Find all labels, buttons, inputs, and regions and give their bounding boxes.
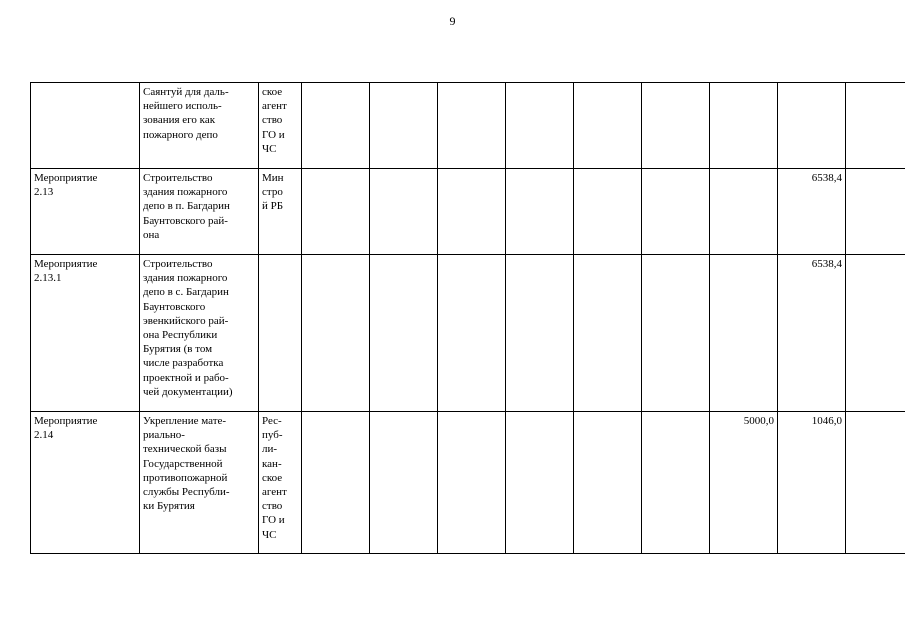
table-row: [31, 255, 905, 412]
executor-cell-line: ство: [262, 500, 283, 513]
value-cell: [710, 83, 778, 169]
executor-cell-line: ЧС: [262, 142, 277, 155]
page-number: 9: [449, 14, 456, 28]
measure-name-cell-line: технической базы: [143, 443, 227, 456]
value-cell: 6538,4: [778, 255, 846, 412]
measure-name-cell-line: здания пожарного: [143, 186, 228, 199]
measure-name-cell-line: противопожарной: [143, 471, 228, 484]
executor-cell-line: Мин: [262, 172, 284, 184]
value-cell: [438, 412, 506, 554]
measure-name-cell: [140, 83, 259, 169]
measure-name-cell: [140, 169, 259, 255]
measure-id-cell: [31, 255, 140, 412]
value-cell: [302, 412, 370, 554]
value-cell: 5000,0: [710, 412, 778, 554]
measure-name-cell-line: Строительство: [143, 258, 213, 270]
measure-name-cell-line: ки Бурятия: [143, 500, 195, 513]
value-cell: [642, 412, 710, 554]
value-cell: [370, 255, 438, 412]
value-cell: [846, 412, 905, 554]
executor-cell-line: ство: [262, 114, 283, 127]
value-cell: [302, 255, 370, 412]
measure-name-cell-line: риально-: [143, 429, 185, 442]
executor-cell-line: агент: [262, 100, 287, 113]
value-cell: [846, 169, 905, 255]
measure-name-cell-line: депо в п. Багдарин: [143, 200, 230, 213]
value-cell: 6538,4: [778, 169, 846, 255]
executor-cell-line: пуб-: [262, 429, 283, 442]
measure-name-cell: [140, 255, 259, 412]
value-cell: [574, 83, 642, 169]
measures-table: [30, 82, 905, 554]
executor-cell: [259, 169, 302, 255]
value-cell: [574, 412, 642, 554]
value-cell: [574, 255, 642, 412]
measure-id-cell-line: Мероприятие: [34, 172, 98, 184]
measure-id-cell: [31, 83, 140, 169]
executor-cell: [259, 83, 302, 169]
value-cell: [710, 169, 778, 255]
measure-name-cell-line: депо в с. Багдарин: [143, 286, 229, 299]
measure-name-cell-line: проектной и рабо-: [143, 371, 229, 384]
value-cell: [710, 255, 778, 412]
measure-id-cell: [31, 169, 140, 255]
executor-cell-line: ГО и: [262, 514, 285, 527]
measure-name-cell-line: эвенкийского рай-: [143, 314, 229, 327]
executor-cell-line: кан-: [262, 457, 282, 470]
executor-cell: [259, 255, 302, 412]
measure-name-cell-line: она: [143, 228, 160, 241]
value-cell: [506, 412, 574, 554]
executor-cell: [259, 412, 302, 554]
measure-name-cell-line: службы Республи-: [143, 486, 230, 499]
measure-id-cell-line: Мероприятие: [34, 258, 98, 270]
executor-cell-line: ское: [262, 471, 283, 484]
measure-id-cell: [31, 412, 140, 554]
value-cell: [642, 83, 710, 169]
measure-name-cell-line: зования его как: [143, 114, 216, 127]
table-row: [31, 412, 905, 554]
executor-cell-line: й РБ: [262, 200, 284, 213]
measure-name-cell-line: числе разработка: [143, 357, 224, 370]
measure-id-cell-line: Мероприятие: [34, 415, 98, 427]
measure-name-cell-line: Бурятия (в том: [143, 343, 213, 356]
value-cell: 1046,0: [778, 412, 846, 554]
measure-name-cell-line: нейшего исполь-: [143, 100, 222, 113]
value-cell: [438, 255, 506, 412]
value-cell: [846, 83, 905, 169]
measure-name-cell-line: Государственной: [143, 457, 223, 470]
value-cell: [506, 169, 574, 255]
value-cell: [438, 169, 506, 255]
table-row: [31, 169, 905, 255]
measure-name-cell-line: она Республики: [143, 329, 218, 342]
value-cell: [302, 169, 370, 255]
value-cell: [642, 255, 710, 412]
value-cell: [778, 83, 846, 169]
measure-name-cell-line: Строительство: [143, 172, 213, 184]
value-cell: [438, 83, 506, 169]
value-cell: [574, 169, 642, 255]
value-cell: [302, 83, 370, 169]
measure-id-cell-line: 2.14: [34, 429, 54, 442]
measure-id-cell-line: 2.13: [34, 186, 54, 199]
measure-name-cell-line: Саянтуй для даль-: [143, 86, 229, 98]
executor-cell-line: стро: [262, 186, 283, 199]
executor-cell-line: ЧС: [262, 528, 277, 541]
executor-cell-line: Рес-: [262, 415, 282, 427]
measure-name-cell-line: Укрепление мате-: [143, 415, 227, 427]
measure-name-cell-line: здания пожарного: [143, 272, 228, 285]
value-cell: [370, 83, 438, 169]
executor-cell-line: ГО и: [262, 128, 285, 141]
table-row: [31, 83, 905, 169]
measure-name-cell-line: Баунтовского рай-: [143, 214, 228, 227]
value-cell: [370, 412, 438, 554]
value-cell: [506, 255, 574, 412]
measure-name-cell-line: пожарного депо: [143, 128, 218, 141]
value-cell: [506, 83, 574, 169]
executor-cell-line: ли-: [262, 443, 278, 456]
value-cell: [642, 169, 710, 255]
executor-cell-line: ское: [262, 86, 283, 98]
value-cell: [846, 255, 905, 412]
table-body: [31, 83, 905, 554]
measure-name-cell-line: Баунтовского: [143, 300, 206, 313]
value-cell: [370, 169, 438, 255]
measure-name-cell-line: чей документации): [143, 385, 233, 398]
measure-id-cell-line: 2.13.1: [34, 272, 62, 285]
measure-name-cell: [140, 412, 259, 554]
executor-cell-line: агент: [262, 486, 287, 499]
